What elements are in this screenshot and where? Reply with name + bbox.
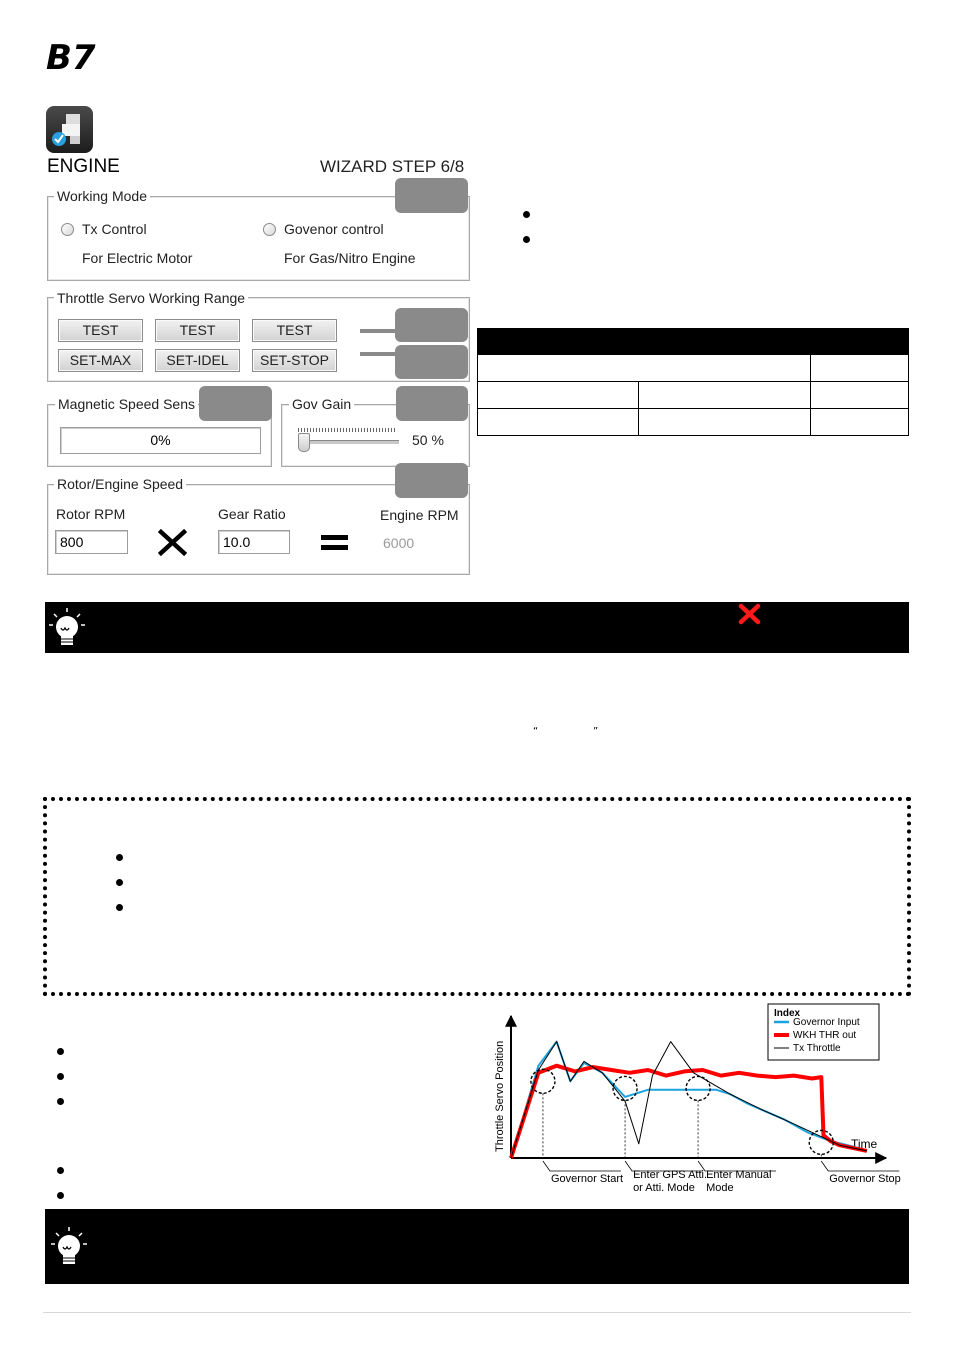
table-cell [811,382,909,409]
callout-tag [396,386,468,421]
event-bracket [821,1161,899,1171]
table-header-cell [478,329,639,355]
event-label: or Atti. Mode [633,1182,695,1194]
bullet-dot [57,1167,64,1174]
callout-tag [395,178,468,213]
table-row [478,409,909,436]
radio-label-tx-control: Tx Control [82,221,147,237]
close-quote: ” [593,726,599,737]
test-button-stop[interactable]: TEST [252,319,337,342]
table-cell [639,409,811,436]
gov-gain-tick-marks [298,428,395,432]
lightbulb-icon [50,1226,88,1272]
footer-divider [43,1312,911,1313]
gov-gain-slider-track [298,440,399,444]
throttle-chart [488,1000,908,1204]
table-header-cell [639,329,811,355]
bullet-dot [57,1192,64,1199]
engine-rpm-value: 6000 [383,535,415,551]
rotor-rpm-label: Rotor RPM [56,506,126,522]
sublabel-electric-motor: For Electric Motor [82,250,193,266]
legend-label: WKH THR out [793,1030,857,1041]
tip-bar [45,602,909,653]
radio-tx-control[interactable] [61,223,74,236]
engine-rpm-label: Engine RPM [380,507,459,523]
table-header-cell [811,329,909,355]
wizard-step-label: WIZARD STEP 6/8 [320,157,465,176]
callout-tag [395,345,468,379]
magnetic-sensor-title: Magnetic Speed Sens [55,396,198,412]
bullet-dot [57,1048,64,1055]
multiply-icon [158,529,187,560]
bullet-dot [116,904,123,911]
event-label: Governor Stop [829,1173,901,1185]
bullet-dot [523,236,530,243]
event-label: Governor Start [550,1173,624,1185]
callout-connector [360,352,396,356]
radio-label-governor-control: Govenor control [284,221,384,237]
gov-gain-title: Gov Gain [289,396,354,412]
table-cell [811,355,909,382]
bullet-dot [57,1098,64,1105]
legend-title: Index [774,1008,801,1019]
gov-gain-value: 50 % [412,432,444,448]
table-cell [478,409,639,436]
series-line-wkh-thr-out [511,1066,867,1158]
legend-label: Governor Input [793,1017,860,1028]
rotor-rpm-input[interactable]: 800 [55,530,128,554]
event-label: Mode [706,1182,734,1194]
page-title: B7 [46,38,96,78]
gear-ratio-label: Gear Ratio [218,506,286,522]
gear-ratio-input[interactable]: 10.0 [218,530,290,554]
magnetic-sensor-readout [60,427,261,454]
event-label: Enter GPS Atti. [633,1169,708,1181]
legend-label: Tx Throttle [793,1043,841,1054]
set-stop-button[interactable]: SET-STOP [252,349,337,372]
table-row [478,355,909,382]
chart-legend [768,1004,879,1060]
event-marker-circle [686,1076,710,1100]
tip-bar [45,1209,909,1284]
open-quote: “ [533,726,539,737]
equals-icon [321,535,348,555]
magnetic-sensor-value: 0% [150,432,171,448]
gov-gain-slider-thumb[interactable] [298,433,310,452]
callout-tag [395,308,468,342]
table-cell [478,382,639,409]
y-axis-label: Throttle Servo Position [494,1040,506,1152]
callout-tag [395,463,468,498]
table-header-row [478,329,909,355]
sublabel-gas-engine: For Gas/Nitro Engine [284,250,416,266]
throttle-range-title: Throttle Servo Working Range [54,290,248,306]
callout-connector [360,329,396,333]
event-bracket [543,1161,621,1171]
bullet-dot [57,1073,64,1080]
close-icon [738,603,761,629]
event-label: Enter Manual [706,1169,772,1181]
test-button-max[interactable]: TEST [58,319,143,342]
rotor-engine-speed-title: Rotor/Engine Speed [54,476,186,492]
lightbulb-icon [48,607,86,653]
set-max-button[interactable]: SET-MAX [58,349,143,372]
bullet-dot [116,854,123,861]
table-row [478,382,909,409]
parameter-table [477,328,909,436]
test-button-idle[interactable]: TEST [155,319,240,342]
set-idle-button[interactable]: SET-IDEL [155,349,240,372]
note-box [43,797,911,996]
table-cell [811,409,909,436]
engine-title: ENGINE [47,156,120,177]
engine-app-icon [46,106,93,153]
table-cell [639,382,811,409]
radio-governor-control[interactable] [263,223,276,236]
bullet-dot [116,879,123,886]
table-cell [478,355,811,382]
callout-tag [199,386,272,421]
working-mode-title: Working Mode [54,188,150,204]
x-axis-label: Time [851,1137,878,1151]
bullet-dot [523,211,530,218]
